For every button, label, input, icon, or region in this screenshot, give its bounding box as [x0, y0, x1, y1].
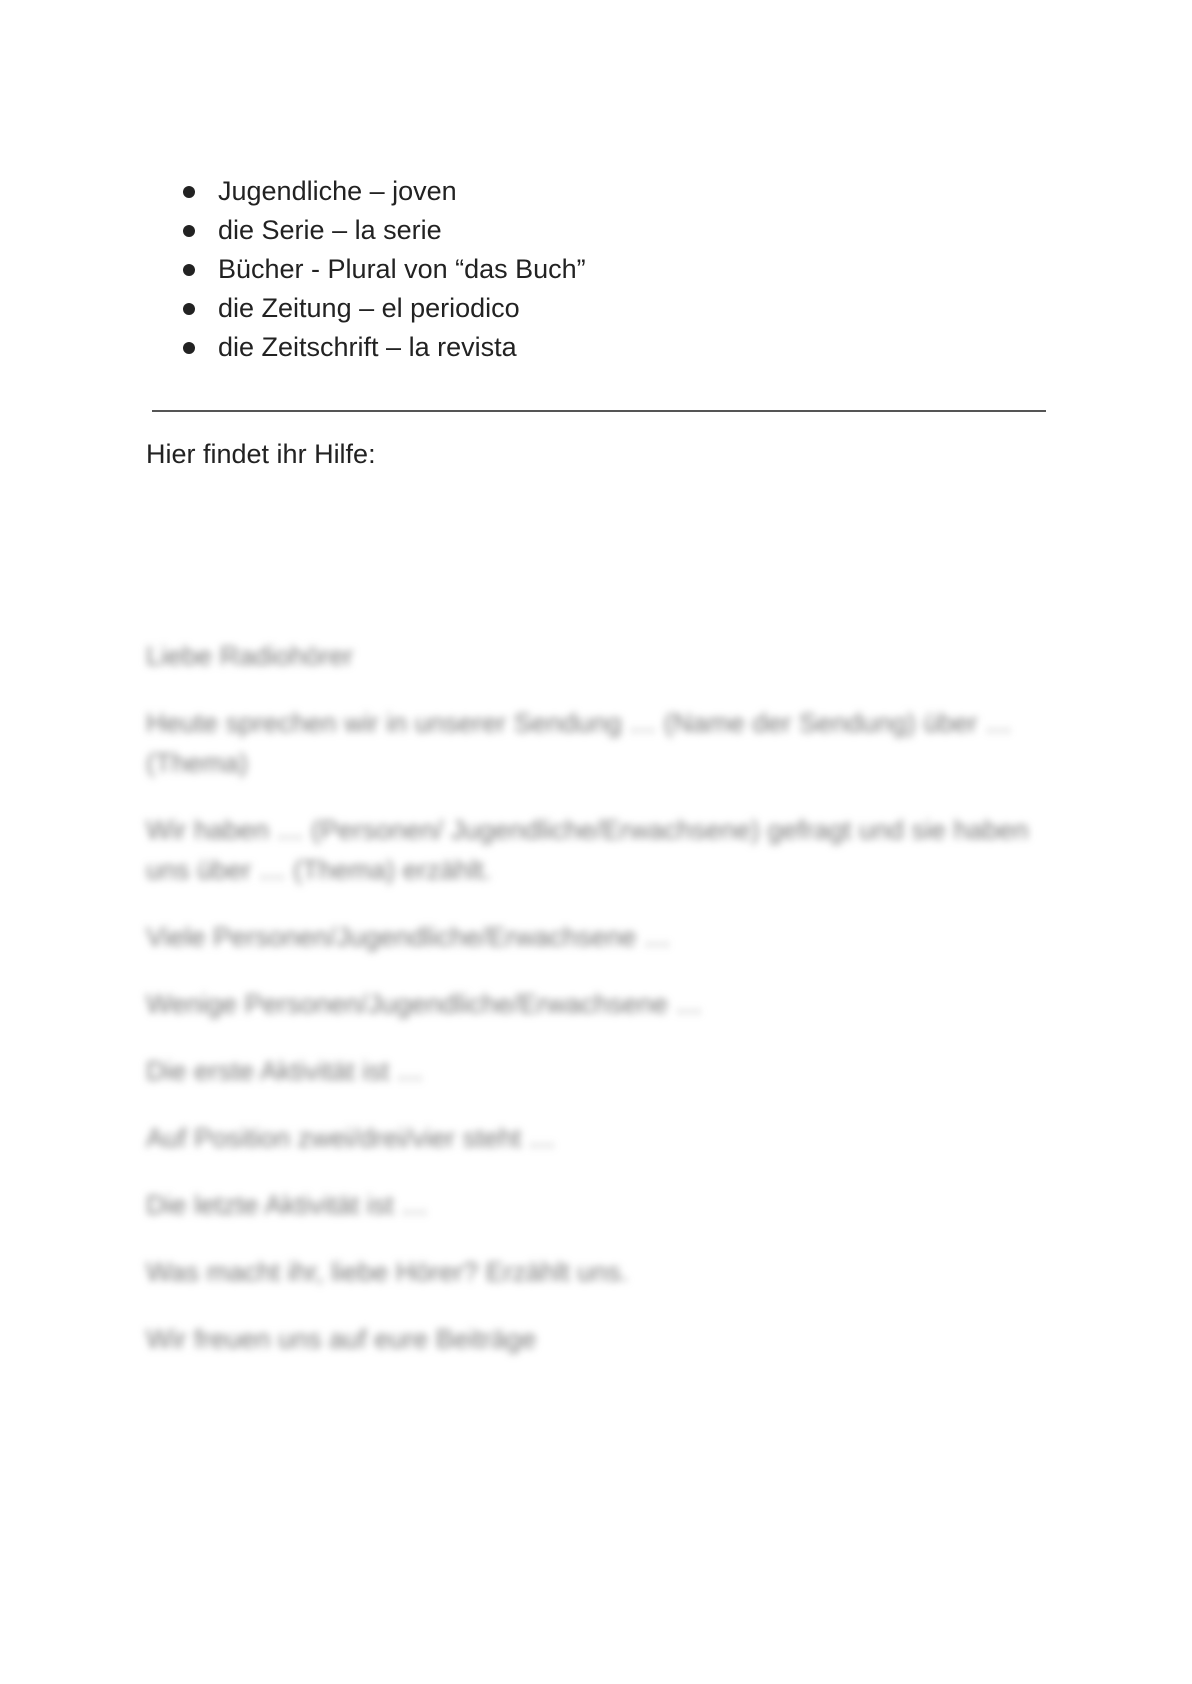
template-line: Heute sprechen wir in unserer Sendung … (Name der Sendung) über … (Thema)	[146, 708, 1012, 778]
template-line: Viele Personen/Jugendliche/Erwachsene …	[146, 922, 671, 952]
vocabulary-item	[180, 250, 586, 289]
template-line: Was macht ihr, liebe Hörer? Erzählt uns.	[146, 1257, 629, 1287]
template-line: Wir haben … (Personen/ Jugendliche/Erwachsene) gefragt und sie haben uns über … (Thema) erzählt.	[146, 815, 1029, 885]
template-line: Wenige Personen/Jugendliche/Erwachsene …	[146, 989, 703, 1019]
vocabulary-item	[180, 211, 586, 250]
vocabulary-list	[180, 172, 586, 367]
template-line: Die letzte Aktivität ist …	[146, 1190, 429, 1220]
template-line: Liebe Radiohörer	[146, 641, 354, 671]
bullet-icon	[183, 186, 195, 198]
bullet-icon	[183, 342, 195, 354]
bullet-icon	[183, 225, 195, 237]
vocabulary-text: Jugendliche – joven	[218, 176, 457, 206]
horizontal-divider	[152, 410, 1046, 412]
vocabulary-text: Bücher - Plural von “das Buch”	[218, 254, 586, 284]
vocabulary-text: die Zeitung – el periodico	[218, 293, 520, 323]
bullet-icon	[183, 303, 195, 315]
template-line: Auf Position zwei/drei/vier steht …	[146, 1123, 556, 1153]
blurred-template-text	[146, 636, 1046, 1386]
vocabulary-text: die Zeitschrift – la revista	[218, 332, 517, 362]
vocabulary-text: die Serie – la serie	[218, 215, 442, 245]
template-line: Wir freuen uns auf eure Beiträge	[146, 1324, 537, 1354]
vocabulary-item	[180, 328, 586, 367]
vocabulary-item	[180, 172, 586, 211]
template-line: Die erste Aktivität ist …	[146, 1056, 424, 1086]
vocabulary-item	[180, 289, 586, 328]
bullet-icon	[183, 264, 195, 276]
help-heading: Hier findet ihr Hilfe:	[146, 439, 376, 469]
